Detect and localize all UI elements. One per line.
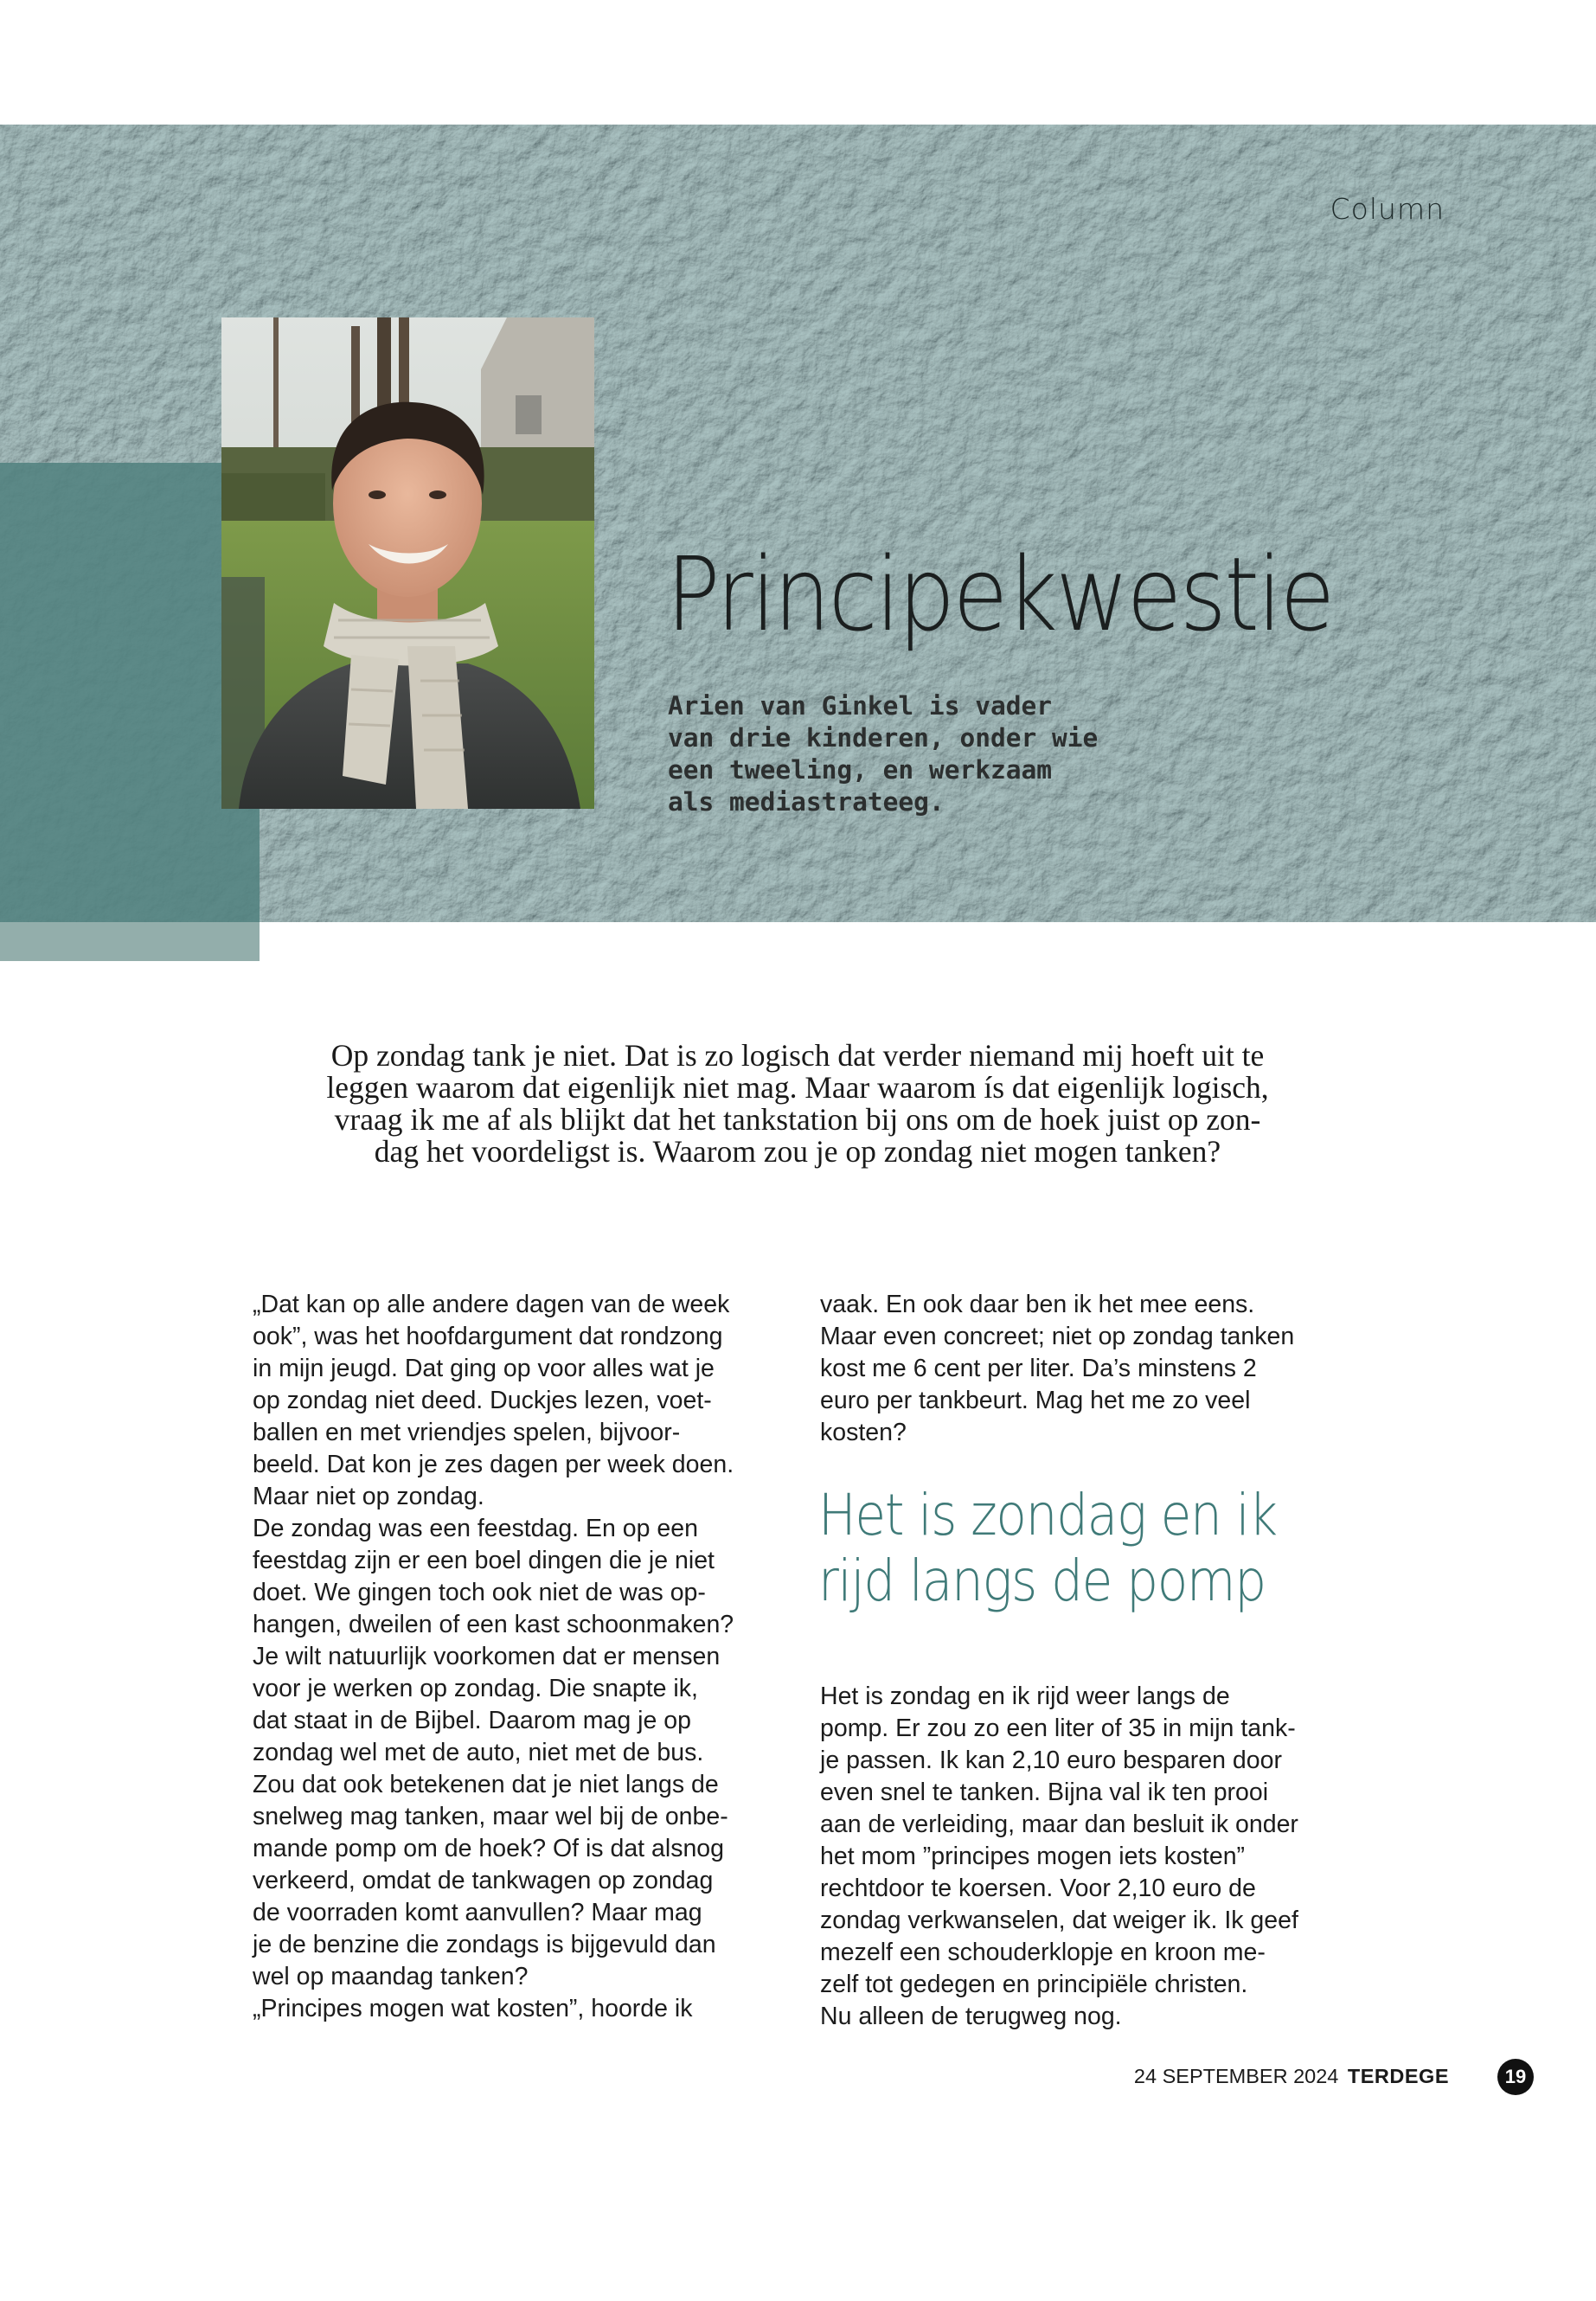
byline-line: als mediastrateeg. [668,787,945,817]
body-line: snelweg mag tanken, maar wel bij de onbe- [253,1803,728,1830]
body-line: in mijn jeugd. Dat ging op voor alles wat je [253,1355,715,1382]
body-column-right-top [820,1289,1374,1449]
body-column-left [253,1289,806,2025]
body-line: Maar even concreet; niet op zondag tanken [820,1323,1295,1350]
lead-paragraph [253,1040,1343,1168]
body-line: Nu alleen de terugweg nog. [820,2003,1122,2030]
teal-accent-block [0,463,260,961]
body-line: op zondag niet deed. Duckjes lezen, voet- [253,1387,712,1414]
body-line: „Dat kan op alle andere dagen van de week [253,1291,730,1318]
body-line: Zou dat ook betekenen dat je niet langs de [253,1771,719,1798]
magazine-name: TERDEGE [1347,2065,1449,2087]
byline-line: Arien van Ginkel is vader [668,691,1053,721]
body-line: pomp. Er zou zo een liter of 35 in mijn tank- [820,1715,1296,1742]
body-line: euro per tankbeurt. Mag het me zo veel [820,1387,1251,1414]
body-line: hangen, dweilen of een kast schoonmaken? [253,1611,734,1638]
body-line: feestdag zijn er een boel dingen die je niet [253,1547,715,1574]
body-line: doet. We gingen toch ook niet de was op- [253,1579,706,1606]
body-line: Het is zondag en ik rijd weer langs de [820,1682,1230,1710]
body-column-right-bottom [820,1681,1374,2033]
body-line: mezelf een schouderklopje en kroon me- [820,1939,1266,1966]
body-line: ook”, was het hoofdargument dat rondzong [253,1323,723,1350]
page-footer [865,2065,1449,2088]
lead-line: vraag ik me af als blijkt dat het tankstation bij ons om de hoek juist op zon- [334,1102,1261,1137]
body-line: wel op maandag tanken? [253,1963,529,1990]
teal-accent-tab [0,922,260,961]
body-line: kosten? [820,1419,907,1446]
body-line: zondag verkwanselen, dat weiger ik. Ik geef [820,1907,1298,1934]
body-line: rechtdoor te koersen. Voor 2,10 euro de [820,1875,1256,1902]
body-line: je de benzine die zondags is bijgevuld dan [253,1931,716,1958]
subhead-line: rijd langs de pomp [818,1548,1266,1614]
body-line: „Principes mogen wat kosten”, hoorde ik [253,1995,693,2022]
body-line: aan de verleiding, maar dan besluit ik onder [820,1811,1298,1838]
author-portrait-photo [221,317,594,809]
body-line: dat staat in de Bijbel. Daarom mag je op [253,1707,691,1734]
pull-quote-subheading [818,1483,1351,1614]
body-line: mande pomp om de hoek? Of is dat alsnog [253,1835,724,1862]
body-line: verkeerd, omdat de tankwagen op zondag [253,1867,714,1894]
lead-line: leggen waarom dat eigenlijk niet mag. Maar waarom ís dat eigenlijk logisch, [326,1070,1269,1105]
body-line: ballen en met vriendjes spelen, bijvoor- [253,1419,681,1446]
body-line: voor je werken op zondag. Die snapte ik, [253,1675,698,1702]
section-label: Column [1330,192,1445,226]
lead-line: dag het voordeligst is. Waarom zou je op zondag niet mogen tanken? [374,1134,1221,1169]
body-line: kost me 6 cent per liter. Da’s minstens 2 [820,1355,1257,1382]
body-line: zondag wel met de auto, niet met de bus. [253,1739,704,1766]
article-title: Principekwestie [666,535,1333,654]
author-byline [668,690,1187,818]
body-line: beeld. Dat kon je zes dagen per week doen. [253,1451,734,1478]
page-number-badge: 19 [1497,2059,1534,2095]
body-line: Je wilt natuurlijk voorkomen dat er mensen [253,1643,721,1670]
byline-line: een tweeling, en werkzaam [668,755,1053,785]
body-line: De zondag was een feestdag. En op een [253,1515,698,1542]
body-line: vaak. En ook daar ben ik het mee eens. [820,1291,1255,1318]
body-line: de voorraden komt aanvullen? Maar mag [253,1899,702,1926]
body-line: even snel te tanken. Bijna val ik ten prooi [820,1779,1269,1806]
body-line: zelf tot gedegen en principiële christen. [820,1971,1248,1998]
body-line: het mom ”principes mogen iets kosten” [820,1843,1246,1870]
byline-line: van drie kinderen, onder wie [668,723,1099,753]
body-line: je passen. Ik kan 2,10 euro besparen door [820,1747,1282,1774]
body-line: Maar niet op zondag. [253,1483,484,1510]
subhead-line: Het is zondag en ik [818,1482,1277,1548]
lead-line: Op zondag tank je niet. Dat is zo logisch dat verder niemand mij hoeft uit te [330,1038,1265,1073]
issue-date: 24 SEPTEMBER 2024 [1133,2065,1339,2087]
